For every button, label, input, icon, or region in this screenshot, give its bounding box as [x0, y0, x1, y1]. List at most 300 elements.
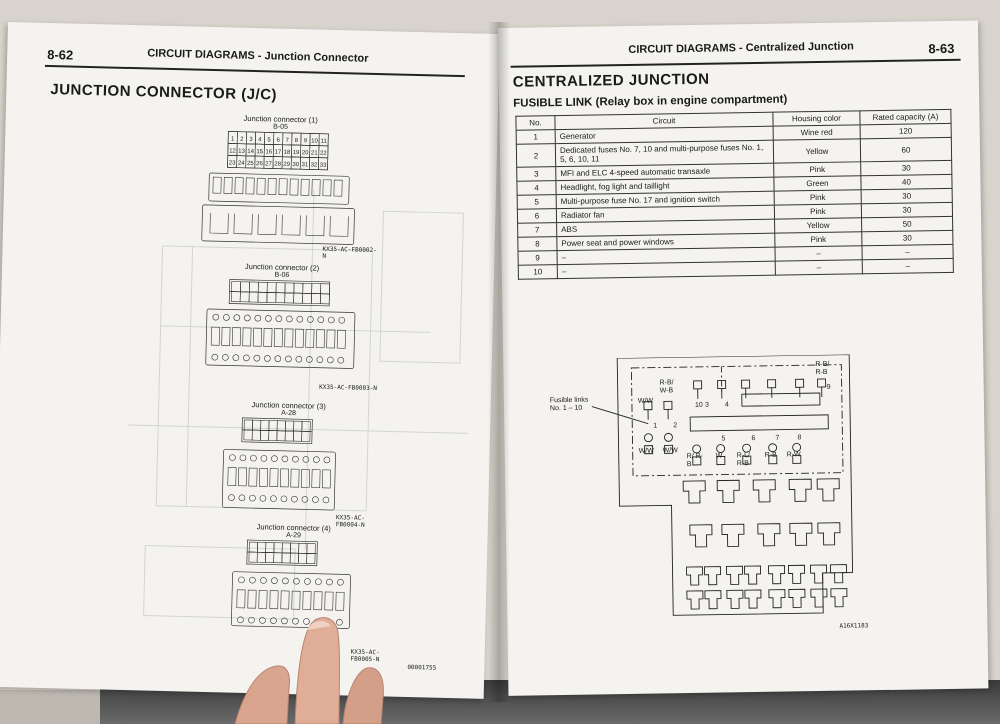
terminal-pin	[296, 356, 302, 362]
cell-no: 5	[517, 195, 556, 210]
terminal-slot	[280, 469, 288, 487]
junction-connector-3	[186, 399, 389, 535]
pin-number: 13	[238, 148, 245, 155]
terminal-pin	[306, 356, 312, 362]
fuse-number: 6	[751, 435, 756, 443]
col-header-rated-capacity: Rated capacity (A)	[860, 109, 951, 124]
pin-number: 30	[292, 161, 300, 169]
cell-no: 3	[517, 167, 556, 182]
pin-cell	[294, 283, 303, 293]
col-header-no: No.	[516, 116, 555, 131]
pin-cell	[311, 293, 320, 303]
relay-socket	[817, 479, 839, 501]
terminal-pin	[318, 317, 324, 323]
fuse-number: 7	[775, 434, 780, 442]
pin-cell	[285, 421, 293, 431]
terminal-slot	[312, 179, 320, 195]
terminal-bracket	[258, 214, 276, 234]
terminal-slot	[243, 328, 251, 346]
terminal-pin	[228, 495, 234, 501]
cell-circuit: MFI and ELC 4-speed automatic transaxle	[556, 163, 774, 180]
hand	[215, 608, 405, 724]
terminal-pin	[229, 455, 235, 461]
connector-diagram	[179, 276, 382, 391]
pin-cell	[267, 292, 276, 302]
terminal-slot	[268, 178, 276, 194]
terminal-pin	[326, 579, 332, 585]
terminal-pin	[282, 456, 288, 462]
terminal-pin	[282, 578, 288, 584]
terminal-pin	[328, 317, 334, 323]
terminal-pin	[317, 357, 323, 363]
pin-cell	[258, 292, 267, 302]
terminal-pin	[238, 577, 244, 583]
cell-circuit: –	[557, 247, 775, 264]
relay-socket	[722, 524, 744, 546]
cell-rated-capacity: 30	[861, 202, 952, 217]
connector-name: Junction connector (2)	[244, 261, 320, 273]
terminal-pin	[264, 355, 270, 361]
cell-no: 4	[517, 181, 556, 196]
wire-label-rl-rb: R-L/ R-B	[736, 452, 751, 468]
terminal-slot	[259, 468, 267, 486]
pin-cell	[240, 282, 249, 292]
pin-cell	[299, 543, 307, 553]
terminal-slot	[306, 329, 314, 347]
pin-cell	[269, 420, 277, 430]
relay-socket	[831, 589, 847, 607]
relay-socket	[705, 591, 721, 609]
pin-cell	[269, 430, 277, 440]
pin-number: 26	[256, 161, 263, 168]
left-header-rule	[45, 65, 465, 77]
terminal-slot	[224, 177, 232, 193]
fuse-terminal-round	[693, 445, 701, 453]
terminal-slot	[301, 469, 309, 487]
connector-name: Junction connector (3)	[251, 400, 326, 411]
pin-number: 19	[292, 149, 300, 157]
terminal-slot	[292, 591, 300, 609]
pin-cell	[282, 553, 290, 563]
terminal-slot	[323, 180, 331, 196]
connector-ref: KX35-AC-FB0005-N	[350, 648, 380, 664]
relay-socket	[744, 566, 760, 584]
terminal-slot	[235, 178, 243, 194]
relay-socket	[811, 589, 827, 607]
terminal-slot	[238, 468, 246, 486]
cell-no: 9	[518, 251, 557, 266]
fuse-number: 8	[797, 434, 802, 442]
pin-cell	[265, 552, 273, 562]
pin-cell	[290, 553, 298, 563]
pin-number: 11	[320, 138, 327, 145]
terminal-pin	[270, 496, 276, 502]
right-header-rule	[511, 59, 961, 68]
pin-cell	[285, 283, 294, 293]
fuse-terminal-round	[717, 444, 725, 452]
right-page-title: CENTRALIZED JUNCTION	[512, 70, 710, 91]
terminal-slot	[249, 468, 257, 486]
cell-rated-capacity: 30	[861, 188, 952, 203]
terminal-slot	[248, 590, 256, 608]
pin-cell	[282, 543, 290, 553]
pin-number: 12	[229, 148, 236, 155]
pin-cell	[277, 421, 285, 431]
col-header-circuit: Circuit	[555, 112, 773, 129]
terminal-slot	[322, 470, 330, 488]
junction-connector-2	[179, 260, 382, 396]
pin-number: 16	[265, 149, 273, 156]
cell-rated-capacity: 60	[860, 137, 951, 161]
cell-housing-color: –	[775, 246, 862, 261]
pin-cell	[321, 284, 330, 294]
pin-number: 3	[249, 136, 253, 144]
cell-housing-color: Pink	[774, 162, 861, 177]
cell-rated-capacity: –	[862, 258, 953, 273]
cell-no: 8	[518, 237, 557, 252]
cell-circuit: ABS	[557, 219, 775, 236]
terminal-pin	[213, 314, 219, 320]
terminal-pin	[338, 357, 344, 363]
relay-socket	[726, 566, 742, 584]
terminal-pin	[315, 579, 321, 585]
terminal-pin	[324, 457, 330, 463]
terminal-pin	[327, 357, 333, 363]
relay-socket	[789, 479, 811, 501]
terminal-pin	[254, 355, 260, 361]
wire-label-rw: R-W	[786, 451, 801, 459]
connector-diagram	[178, 128, 381, 253]
pin-number: 21	[310, 150, 318, 157]
left-page	[0, 22, 500, 699]
fuse-terminal-round	[743, 444, 751, 452]
relay-socket	[717, 480, 739, 502]
terminal-slot	[264, 328, 272, 346]
terminal-pin	[240, 455, 246, 461]
pin-cell	[274, 543, 282, 553]
book-gutter	[488, 22, 510, 702]
pin-cell	[258, 282, 267, 292]
cell-circuit: Headlight, fog light and taillight	[556, 177, 774, 194]
terminal-slot	[270, 591, 278, 609]
pin-number: 5	[267, 137, 271, 144]
terminal-pin	[275, 356, 281, 362]
terminal-pin	[250, 455, 256, 461]
relay-socket	[683, 481, 705, 503]
pin-cell	[231, 282, 240, 292]
fuse-terminal	[742, 380, 750, 388]
right-page-header: CIRCUIT DIAGRAMS - Centralized Junction	[628, 40, 854, 56]
pin-number: 2	[240, 136, 244, 143]
terminal-bracket	[330, 216, 348, 236]
relay-socket	[745, 590, 761, 608]
terminal-slot	[257, 178, 265, 194]
cell-rated-capacity: –	[862, 244, 953, 259]
pin-cell	[267, 282, 276, 292]
col-header-housing-color: Housing color	[773, 111, 860, 126]
pin-cell	[244, 420, 252, 430]
cell-no: 7	[518, 223, 557, 238]
wire-label-ww-bottom-2: W/W	[662, 447, 678, 455]
pin-cell	[231, 292, 240, 302]
pin-cell	[312, 284, 321, 294]
fuse-number: 3	[704, 401, 709, 409]
terminal-slot	[237, 590, 245, 608]
relay-socket	[758, 524, 780, 546]
fuse-number: 5	[721, 435, 726, 443]
terminal-slot	[337, 330, 345, 348]
pin-number: 24	[237, 160, 245, 167]
terminal-slot	[211, 327, 219, 345]
pin-cell	[249, 292, 258, 302]
cell-rated-capacity: 30	[862, 230, 953, 245]
pin-number: 27	[265, 161, 272, 168]
pin-number: 1	[230, 136, 235, 143]
cell-circuit: Generator	[555, 126, 773, 143]
terminal-slot	[222, 327, 230, 345]
connector-ref: KX35-AC-FB0003-N	[319, 383, 378, 393]
terminal-slot	[303, 591, 311, 609]
fuse-number: 2	[673, 422, 678, 430]
connector-ref: KX35-AC-FB0004-N	[335, 514, 365, 529]
pin-number: 9	[303, 138, 308, 145]
cell-circuit: Radiator fan	[556, 205, 774, 222]
terminal-pin	[243, 355, 249, 361]
pin-cell	[307, 553, 315, 563]
fuse-terminal-round	[793, 443, 801, 451]
terminal-slot	[270, 469, 278, 487]
cell-housing-color: –	[775, 260, 862, 275]
terminal-slot	[279, 179, 287, 195]
right-page	[498, 20, 988, 695]
terminal-pin	[323, 497, 329, 503]
connector-code: B-05	[273, 123, 288, 131]
pin-number: 31	[301, 162, 309, 169]
cell-rated-capacity: 50	[862, 216, 953, 231]
terminal-bracket	[282, 215, 300, 235]
terminal-pin	[337, 579, 343, 585]
terminal-slot	[281, 591, 289, 609]
pin-number: 6	[276, 137, 280, 144]
pin-cell	[257, 552, 265, 562]
relay-socket	[818, 523, 840, 545]
terminal-bracket	[234, 214, 252, 234]
cell-rated-capacity: 30	[861, 160, 952, 175]
terminal-pin	[260, 495, 266, 501]
fuse-terminal	[796, 379, 804, 387]
pin-cell	[252, 420, 260, 430]
terminal-pin	[244, 315, 250, 321]
fuse-terminal	[694, 381, 702, 389]
connector-name: Junction connector (1)	[243, 113, 318, 125]
terminal-pin	[293, 578, 299, 584]
pin-cell	[320, 294, 329, 304]
terminal-slot	[291, 469, 299, 487]
terminal-pin	[291, 496, 297, 502]
pin-cell	[261, 420, 269, 430]
cell-housing-color: Yellow	[775, 218, 862, 233]
pin-number: 29	[283, 161, 291, 168]
left-page-header: CIRCUIT DIAGRAMS - Junction Connector	[147, 47, 369, 65]
relay-socket	[790, 523, 812, 545]
cell-no: 1	[516, 130, 555, 145]
pin-cell	[240, 292, 249, 302]
relay-socket	[753, 480, 775, 502]
terminal-pin	[303, 456, 309, 462]
relay-box-diagram	[519, 353, 974, 660]
fuse-terminal	[818, 379, 826, 387]
pin-cell	[285, 431, 293, 441]
terminal-pin	[339, 317, 345, 323]
pin-cell	[277, 431, 285, 441]
terminal-pin	[260, 577, 266, 583]
terminal-slot	[290, 179, 298, 195]
fuse-terminal-round	[769, 444, 777, 452]
terminal-pin	[271, 456, 277, 462]
pin-number: 20	[301, 150, 309, 157]
terminal-pin	[261, 455, 267, 461]
relay-socket	[690, 525, 712, 547]
pin-number: 14	[247, 148, 255, 156]
terminal-bracket	[306, 215, 324, 235]
cell-housing-color: Pink	[774, 190, 861, 205]
cell-circuit: Power seat and power windows	[557, 233, 775, 250]
pin-cell	[257, 542, 265, 552]
terminal-pin	[302, 496, 308, 502]
terminal-pin	[297, 316, 303, 322]
terminal-slot	[327, 330, 335, 348]
relay-socket	[830, 565, 846, 583]
cell-no: 2	[516, 144, 555, 168]
pin-cell	[244, 430, 252, 440]
terminal-pin	[255, 315, 261, 321]
left-page-title: JUNCTION CONNECTOR (J/C)	[50, 81, 278, 104]
terminal-bracket	[210, 213, 228, 233]
wire-label-rb-wb: R-B/ W-B	[659, 379, 674, 395]
relay-socket	[686, 567, 702, 585]
pin-number: 23	[228, 160, 236, 167]
terminal-slot	[285, 329, 293, 347]
connector-code: A-28	[281, 409, 296, 418]
pin-cell	[266, 542, 274, 552]
pin-number: 7	[285, 137, 290, 144]
cell-circuit: Multi-purpose fuse No. 17 and ignition switch	[556, 191, 774, 208]
wire-label-r-rb: R/ R-B	[686, 452, 704, 469]
cell-housing-color: Pink	[775, 232, 862, 247]
junction-connector-1	[177, 112, 380, 258]
terminal-slot	[259, 590, 267, 608]
pin-cell	[249, 282, 258, 292]
terminal-slot	[301, 179, 309, 195]
terminal-pin	[276, 316, 282, 322]
pin-cell	[252, 430, 260, 440]
pin-number: 32	[310, 162, 318, 169]
pin-cell	[274, 553, 282, 563]
cell-rated-capacity: 40	[861, 174, 952, 189]
fuse-terminal-round	[664, 433, 672, 441]
terminal-pin	[285, 356, 291, 362]
terminal-pin	[313, 457, 319, 463]
relay-socket	[810, 565, 826, 583]
right-page-number: 8-63	[928, 40, 955, 57]
fuse-number: 1	[653, 422, 658, 430]
fusible-link-table	[515, 109, 954, 280]
cell-no: 10	[518, 265, 557, 280]
wire-label-rb: R-B	[764, 451, 777, 459]
wire-label-w: W	[715, 452, 723, 460]
left-page-number: 8-62	[47, 46, 74, 63]
pin-number: 25	[246, 160, 254, 168]
relay-socket	[704, 567, 720, 585]
fuse-number: 4	[724, 401, 729, 409]
terminal-pin	[286, 316, 292, 322]
pin-cell	[302, 293, 311, 303]
pin-number: 8	[294, 138, 299, 145]
cell-no: 6	[517, 209, 556, 224]
connector-code: A-29	[286, 531, 302, 540]
terminal-pin	[212, 354, 218, 360]
terminal-slot	[316, 330, 324, 348]
pin-cell	[302, 431, 310, 441]
pin-cell	[249, 552, 257, 562]
terminal-pin	[292, 456, 298, 462]
right-page-subtitle: FUSIBLE LINK (Relay box in engine compartment)	[513, 93, 788, 110]
pin-cell	[276, 283, 285, 293]
relay-socket	[789, 589, 805, 607]
pin-cell	[260, 430, 268, 440]
pin-number: 4	[258, 137, 262, 144]
pin-cell	[294, 421, 302, 431]
cell-housing-color: Wine red	[773, 125, 860, 140]
relay-socket	[788, 565, 804, 583]
fuse-terminal	[768, 380, 776, 388]
pin-number: 33	[319, 162, 327, 169]
relay-socket	[768, 566, 784, 584]
terminal-pin	[222, 354, 228, 360]
relay-socket	[769, 590, 785, 608]
pin-cell	[294, 293, 303, 303]
pin-number: 28	[274, 161, 282, 168]
pin-cell	[290, 543, 298, 553]
fuse-terminal	[664, 401, 672, 409]
pin-cell	[303, 283, 312, 293]
pin-number: 15	[256, 149, 264, 156]
wire-label-rb-rb: R-B/ R-B	[815, 360, 830, 377]
fusible-links-callout: Fusible links No. 1 – 10	[549, 396, 589, 413]
terminal-slot	[232, 328, 240, 346]
terminal-pin	[239, 495, 245, 501]
relay-socket	[687, 591, 703, 609]
terminal-slot	[213, 177, 221, 193]
terminal-slot	[295, 329, 303, 347]
terminal-slot	[312, 470, 320, 488]
terminal-slot	[228, 468, 236, 486]
terminal-pin	[233, 355, 239, 361]
figure-ref: A16X1183	[839, 622, 869, 630]
fuse-number: 9	[826, 383, 831, 391]
cell-circuit: Dedicated fuses No. 7, 10 and multi-purpose fuses No. 1, 5, 6, 10, 11	[555, 140, 773, 166]
terminal-pin	[271, 578, 277, 584]
terminal-slot	[253, 328, 261, 346]
pin-cell	[307, 543, 315, 553]
pin-number: 17	[274, 149, 282, 156]
terminal-pin	[223, 314, 229, 320]
connector-code: B-06	[274, 271, 290, 279]
wire-label-ww-bottom-1: W/W	[638, 447, 654, 455]
cell-housing-color: Pink	[774, 204, 861, 219]
terminal-slot	[334, 180, 342, 196]
terminal-pin	[304, 578, 310, 584]
